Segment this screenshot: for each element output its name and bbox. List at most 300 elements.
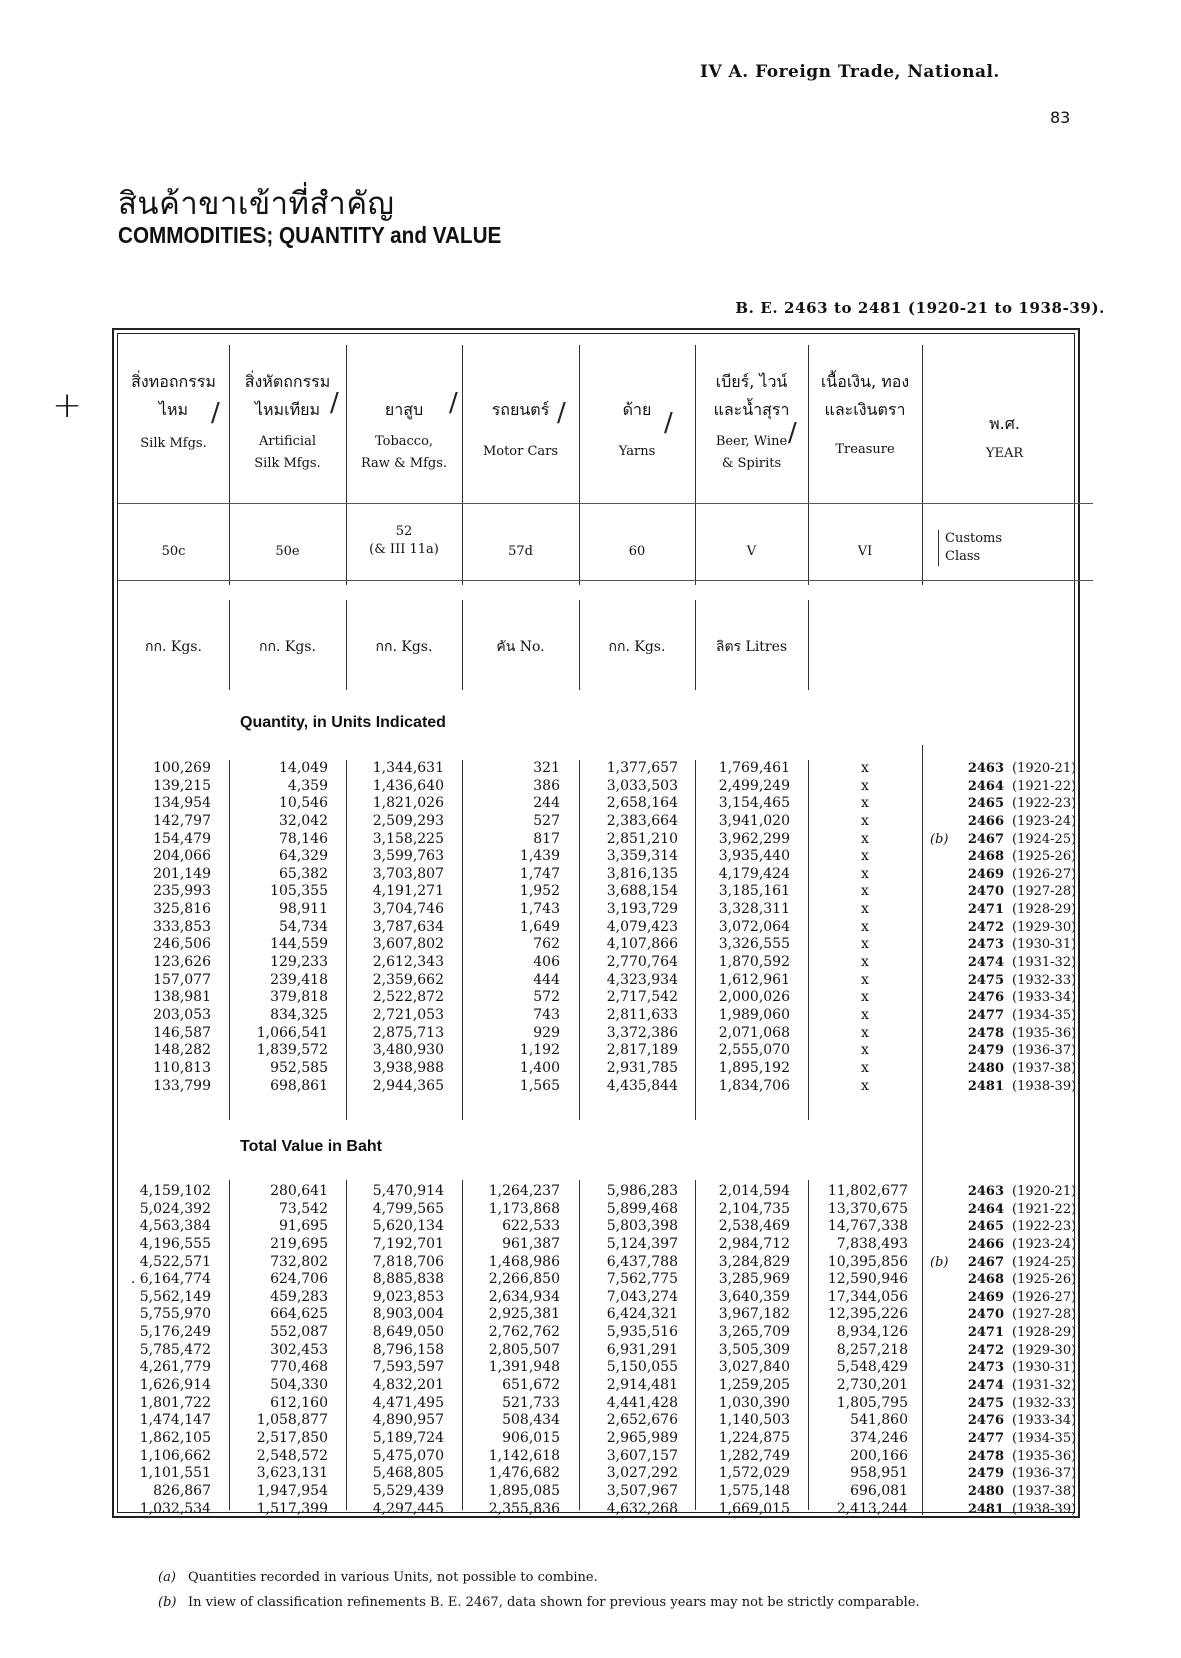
year-be: 2469: [967, 866, 1004, 882]
table-cell: x: [861, 901, 869, 918]
value-silk-column: [118, 1183, 211, 1518]
table-cell: 200,166: [850, 1447, 908, 1464]
table-cell: 4,196,555: [139, 1235, 211, 1252]
year-ce: (1930-31): [1012, 937, 1077, 953]
footnote-a-text: Quantities recorded in various Units, not possible to combine.: [188, 1570, 598, 1585]
year-ce: (1931-32): [1012, 955, 1077, 971]
table-cell: 958,951: [850, 1465, 908, 1482]
table-cell: 3,326,555: [718, 936, 790, 953]
header-silk-english: Silk Mfgs.: [140, 436, 207, 451]
table-cell: 1,612,961: [718, 971, 790, 988]
table-cell: 664,625: [270, 1306, 328, 1323]
table-cell: 78,146: [279, 830, 328, 847]
year-row: [932, 936, 1080, 954]
table-cell: 144,559: [270, 936, 328, 953]
year-be: 2474: [967, 955, 1004, 971]
year-be: 2474: [967, 1378, 1004, 1394]
table-cell: 2,851,210: [606, 830, 678, 847]
table-cell: 148,282: [153, 1042, 211, 1059]
table-cell: 817: [533, 830, 560, 847]
table-cell: 1,952: [519, 883, 560, 900]
table-cell: 2,811,633: [606, 1006, 678, 1023]
table-cell: 4,359: [287, 777, 328, 794]
table-cell: x: [861, 989, 869, 1006]
year-ce: (1929-30): [1012, 919, 1077, 935]
year-row: [932, 1412, 1080, 1430]
table-cell: 1,517,399: [256, 1500, 328, 1517]
year-row: [932, 1483, 1080, 1501]
header-tobacco-english-1: Tobacco,: [374, 434, 434, 449]
year-be: 2479: [967, 1043, 1004, 1059]
table-cell: 157,077: [153, 971, 211, 988]
table-cell: 508,434: [502, 1412, 560, 1429]
table-cell: 6,931,291: [606, 1341, 678, 1358]
year-be: 2476: [967, 1413, 1004, 1429]
table-cell: 1,870,592: [718, 954, 790, 971]
table-cell: 622,533: [502, 1218, 560, 1235]
table-cell: 321: [533, 760, 560, 776]
table-cell: 732,802: [270, 1253, 328, 1270]
table-cell: x: [861, 848, 869, 865]
table-cell: 572: [533, 989, 560, 1006]
table-cell: 2,104,735: [718, 1200, 790, 1217]
header-year-english: YEAR: [985, 446, 1024, 461]
table-cell: 5,529,439: [372, 1482, 444, 1499]
year-row: [932, 1395, 1080, 1413]
table-cell: 2,359,662: [372, 971, 444, 988]
year-row: [932, 1025, 1080, 1043]
year-row: [932, 1042, 1080, 1060]
year-ce: (1930-31): [1012, 1360, 1077, 1376]
table-cell: x: [861, 830, 869, 847]
year-be: 2473: [967, 937, 1004, 953]
table-cell: 2,658,164: [606, 795, 678, 812]
footnote-a-label: (a): [158, 1570, 176, 1585]
tick-mark: /: [330, 388, 339, 418]
year-row: [932, 1342, 1080, 1360]
table-cell: 1,821,026: [372, 795, 444, 812]
table-cell: x: [861, 1024, 869, 1041]
table-cell: 5,468,805: [372, 1465, 444, 1482]
table-cell: 5,150,055: [606, 1359, 678, 1376]
year-ce: (1925-26): [1012, 849, 1077, 865]
header-artificial-silk-thai-1: สิ่งหัตถกรรม: [244, 372, 331, 391]
table-cell: 1,032,534: [139, 1500, 211, 1517]
table-cell: 3,623,131: [256, 1465, 328, 1482]
footnote-b-text: In view of classification refinements B. E. 2467, data shown for previous years may not be strictly comparable.: [188, 1595, 920, 1610]
year-ce: (1927-28): [1012, 1307, 1077, 1323]
table-cell: 374,246: [850, 1429, 908, 1446]
table-cell: 3,158,225: [372, 830, 444, 847]
table-cell: 3,599,763: [372, 848, 444, 865]
year-ce: (1936-37): [1012, 1466, 1077, 1482]
footnotes: [158, 1565, 920, 1615]
year-row: [932, 1183, 1080, 1201]
table-cell: 1,259,205: [718, 1377, 790, 1394]
table-cell: 1,669,015: [718, 1500, 790, 1517]
table-cell: 2,770,764: [606, 954, 678, 971]
table-cell: 5,620,134: [372, 1218, 444, 1235]
year-be: 2477: [967, 1007, 1004, 1023]
table-cell: 302,453: [270, 1341, 328, 1358]
year-be: 2480: [967, 1060, 1004, 1076]
margin-mark: +: [52, 385, 83, 426]
year-ce: (1932-33): [1012, 972, 1077, 988]
year-be: 2473: [967, 1360, 1004, 1376]
table-cell: 2,965,989: [606, 1429, 678, 1446]
year-be: 2479: [967, 1466, 1004, 1482]
year-row: [932, 1201, 1080, 1219]
year-row: [932, 989, 1080, 1007]
table-cell: 1,106,662: [139, 1447, 211, 1464]
table-cell: 1,066,541: [256, 1024, 328, 1041]
table-cell: 204,066: [153, 848, 211, 865]
year-ce: (1934-35): [1012, 1430, 1077, 1446]
table-cell: 3,967,182: [718, 1306, 790, 1323]
table-cell: 651,672: [502, 1377, 560, 1394]
value-year-column: [932, 1183, 1080, 1518]
table-cell: 2,612,343: [372, 954, 444, 971]
table-cell: 2,071,068: [718, 1024, 790, 1041]
table-cell: 7,818,706: [372, 1253, 444, 1270]
year-row: [932, 1377, 1080, 1395]
table-cell: x: [861, 971, 869, 988]
class-treasure: VI: [857, 544, 873, 559]
header-yarns-english: Yarns: [618, 444, 656, 459]
title-thai: สินค้าขาเข้าที่สำคัญ: [118, 186, 395, 222]
table-cell: 3,688,154: [606, 883, 678, 900]
table-cell: 3,938,988: [372, 1059, 444, 1076]
table-cell: 3,027,840: [718, 1359, 790, 1376]
table-cell: 2,000,026: [718, 989, 790, 1006]
year-be: 2478: [967, 1025, 1004, 1041]
header-artificial-silk-english-2: Silk Mfgs.: [254, 456, 321, 471]
table-cell: 5,124,397: [606, 1235, 678, 1252]
table-cell: 834,325: [270, 1006, 328, 1023]
header-beer-english-1: Beer, Wine: [715, 434, 788, 449]
table-cell: 1,030,390: [718, 1394, 790, 1411]
table-cell: 952,585: [270, 1059, 328, 1076]
table-cell: 244: [533, 795, 560, 812]
table-cell: 3,193,729: [606, 901, 678, 918]
table-cell: 1,140,503: [718, 1412, 790, 1429]
class-beer: V: [746, 544, 757, 559]
header-treasure-english: Treasure: [835, 442, 895, 457]
table-cell: 32,042: [279, 812, 328, 829]
year-ce: (1931-32): [1012, 1378, 1077, 1394]
header-beer-thai-2: และน้ำสุรา: [713, 400, 790, 419]
table-cell: 5,024,392: [139, 1200, 211, 1217]
table-cell: 142,797: [153, 812, 211, 829]
year-ce: (1923-24): [1012, 813, 1077, 829]
table-cell: 1,476,682: [488, 1465, 560, 1482]
year-be: 2475: [967, 1395, 1004, 1411]
table-cell: x: [861, 1077, 869, 1094]
table-cell: x: [861, 936, 869, 953]
table-cell: 8,257,218: [836, 1341, 908, 1358]
table-cell: 612,160: [270, 1394, 328, 1411]
table-cell: 2,805,507: [488, 1341, 560, 1358]
table-cell: 2,509,293: [372, 812, 444, 829]
table-cell: 1,474,147: [139, 1412, 211, 1429]
table-cell: 3,328,311: [718, 901, 790, 918]
table-cell: 6,424,321: [606, 1306, 678, 1323]
table-cell: 134,954: [153, 795, 211, 812]
table-cell: 1,282,749: [718, 1447, 790, 1464]
table-cell: 541,860: [850, 1412, 908, 1429]
tick-mark: /: [211, 398, 220, 428]
table-cell: 1,142,618: [488, 1447, 560, 1464]
year-ce: (1920-21): [1012, 1184, 1077, 1199]
year-row: [932, 919, 1080, 937]
table-cell: 2,266,850: [488, 1271, 560, 1288]
header-tobacco-english-2: Raw & Mfgs.: [360, 456, 448, 471]
table-cell: x: [861, 1006, 869, 1023]
table-cell: x: [861, 883, 869, 900]
table-cell: 770,468: [270, 1359, 328, 1376]
table-cell: 3,935,440: [718, 848, 790, 865]
year-be: 2478: [967, 1448, 1004, 1464]
table-cell: 2,925,381: [488, 1306, 560, 1323]
tick-mark: /: [664, 408, 673, 438]
table-cell: 1,947,954: [256, 1482, 328, 1499]
table-cell: 4,323,934: [606, 971, 678, 988]
table-cell: 1,377,657: [606, 760, 678, 776]
class-year-label: Customs Class: [938, 530, 1002, 566]
table-cell: 906,015: [502, 1429, 560, 1446]
year-ce: (1922-23): [1012, 1219, 1077, 1235]
table-cell: 2,014,594: [718, 1183, 790, 1199]
table-cell: 929: [533, 1024, 560, 1041]
table-cell: 521,733: [502, 1394, 560, 1411]
table-cell: 146,587: [153, 1024, 211, 1041]
table-cell: 12,395,226: [827, 1306, 908, 1323]
year-be: 2472: [967, 919, 1004, 935]
table-cell: 552,087: [270, 1324, 328, 1341]
table-cell: 1,436,640: [372, 777, 444, 794]
class-tobacco: 52 (& III 11a): [369, 524, 439, 557]
table-cell: 1,743: [519, 901, 560, 918]
year-row: [932, 1254, 1080, 1272]
year-ce: (1922-23): [1012, 796, 1077, 812]
table-cell: 54,734: [279, 918, 328, 935]
table-cell: 3,033,503: [606, 777, 678, 794]
table-cell: x: [861, 1059, 869, 1076]
header-artificial-silk-english-1: Artificial: [258, 434, 316, 449]
value-section-title: Total Value in Baht: [240, 1138, 382, 1155]
table-cell: 2,762,762: [488, 1324, 560, 1341]
table-cell: 5,548,429: [836, 1359, 908, 1376]
title-english: COMMODITIES; QUANTITY and VALUE: [118, 222, 502, 248]
table-cell: 3,607,157: [606, 1447, 678, 1464]
table-cell: 4,522,571: [139, 1253, 211, 1270]
year-be: 2475: [967, 972, 1004, 988]
table-cell: 2,717,542: [606, 989, 678, 1006]
table-cell: 698,861: [270, 1077, 328, 1094]
table-cell: 2,522,872: [372, 989, 444, 1006]
quantity-tobacco-column: [346, 760, 444, 1095]
table-cell: 3,507,967: [606, 1482, 678, 1499]
header-tobacco: [346, 396, 462, 474]
table-cell: x: [861, 918, 869, 935]
year-be: 2466: [967, 1236, 1004, 1252]
table-cell: 4,471,495: [372, 1394, 444, 1411]
year-be: 2467: [967, 1254, 1004, 1270]
unit-silk: กก. Kgs.: [145, 639, 202, 655]
year-ce: (1933-34): [1012, 1413, 1077, 1429]
table-cell: 2,499,249: [718, 777, 790, 794]
table-cell: 2,944,365: [372, 1077, 444, 1094]
table-cell: 10,395,856: [827, 1253, 908, 1270]
table-cell: 1,264,237: [488, 1183, 560, 1199]
header-year: [922, 410, 1087, 464]
header-silk-thai-2: ไหม: [158, 400, 189, 419]
year-row: [932, 1289, 1080, 1307]
unit-motor-cars: คัน No.: [496, 639, 545, 655]
table-cell: 123,626: [153, 954, 211, 971]
value-treasure-column: [808, 1183, 908, 1518]
header-motor-cars-english: Motor Cars: [482, 444, 559, 459]
table-cell: 98,911: [279, 901, 328, 918]
table-cell: 1,192: [519, 1042, 560, 1059]
table-cell: 1,575,148: [718, 1482, 790, 1499]
year-note: (b): [930, 831, 949, 847]
table-cell: 1,173,868: [488, 1200, 560, 1217]
table-cell: 5,189,724: [372, 1429, 444, 1446]
table-cell: 12,590,946: [827, 1271, 908, 1288]
table-cell: 7,043,274: [606, 1288, 678, 1305]
table-cell: 4,563,384: [139, 1218, 211, 1235]
year-ce: (1936-37): [1012, 1043, 1077, 1059]
quantity-beer-column: [695, 760, 790, 1095]
year-be: 2470: [967, 884, 1004, 900]
table-cell: 4,079,423: [606, 918, 678, 935]
table-cell: 1,839,572: [256, 1042, 328, 1059]
table-cell: 9,023,853: [372, 1288, 444, 1305]
value-yarns-column: [579, 1183, 678, 1518]
table-cell: 110,813: [153, 1059, 211, 1076]
table-cell: 2,413,244: [836, 1500, 908, 1517]
table-cell: 1,805,795: [836, 1394, 908, 1411]
header-yarns: [579, 396, 695, 462]
header-beer-english-2: & Spirits: [721, 456, 782, 471]
year-row: [932, 795, 1080, 813]
table-cell: 459,283: [270, 1288, 328, 1305]
table-cell: 379,818: [270, 989, 328, 1006]
year-be: 2472: [967, 1342, 1004, 1358]
table-cell: 4,832,201: [372, 1377, 444, 1394]
year-be: 2480: [967, 1483, 1004, 1499]
table-cell: 7,593,597: [372, 1359, 444, 1376]
table-cell: 1,649: [519, 918, 560, 935]
table-cell: 7,192,701: [372, 1235, 444, 1252]
year-ce: (1938-39): [1012, 1078, 1077, 1094]
table-cell: 2,817,189: [606, 1042, 678, 1059]
table-cell: 1,895,192: [718, 1059, 790, 1076]
table-cell: 1,572,029: [718, 1465, 790, 1482]
table-cell: 65,382: [279, 865, 328, 882]
table-cell: . 6,164,774: [130, 1271, 211, 1288]
year-be: 2476: [967, 990, 1004, 1006]
year-be: 2464: [967, 778, 1004, 794]
table-cell: 3,185,161: [718, 883, 790, 900]
year-note: (b): [930, 1254, 949, 1270]
table-cell: 139,215: [153, 777, 211, 794]
table-cell: 4,441,428: [606, 1394, 678, 1411]
table-cell: x: [861, 795, 869, 812]
year-row: [932, 1306, 1080, 1324]
table-cell: 4,159,102: [139, 1183, 211, 1199]
table-cell: 5,562,149: [139, 1288, 211, 1305]
table-cell: 239,418: [270, 971, 328, 988]
table-cell: 13,370,675: [827, 1200, 908, 1217]
year-be: 2466: [967, 813, 1004, 829]
table-cell: 1,101,551: [139, 1465, 211, 1482]
year-row: [932, 1236, 1080, 1254]
table-cell: 2,875,713: [372, 1024, 444, 1041]
table-cell: 11,802,677: [827, 1183, 908, 1199]
year-be: 2465: [967, 796, 1004, 812]
year-row: [932, 1078, 1080, 1096]
year-ce: (1932-33): [1012, 1395, 1077, 1411]
table-cell: 1,468,986: [488, 1253, 560, 1270]
header-yarns-thai: ด้าย: [622, 400, 652, 419]
year-row: [932, 848, 1080, 866]
class-motor-cars: 57d: [508, 544, 533, 559]
year-ce: (1934-35): [1012, 1007, 1077, 1023]
table-cell: 826,867: [153, 1482, 211, 1499]
table-cell: 91,695: [279, 1218, 328, 1235]
year-row: [932, 778, 1080, 796]
table-cell: 1,439: [519, 848, 560, 865]
table-cell: 2,517,850: [256, 1429, 328, 1446]
table-cell: 2,652,676: [606, 1412, 678, 1429]
year-row: [932, 760, 1080, 778]
table-cell: 1,769,461: [718, 760, 790, 776]
header-rule: [118, 580, 1093, 581]
year-ce: (1923-24): [1012, 1236, 1077, 1252]
table-cell: 4,297,445: [372, 1500, 444, 1517]
year-be: 2468: [967, 1272, 1004, 1288]
year-row: [932, 901, 1080, 919]
year-be: 2463: [967, 1184, 1004, 1199]
table-cell: 8,934,126: [836, 1324, 908, 1341]
value-motor-cars-column: [462, 1183, 560, 1518]
table-cell: 3,285,969: [718, 1271, 790, 1288]
tick-mark: /: [449, 388, 458, 418]
year-row: [932, 1430, 1080, 1448]
year-row: [932, 1007, 1080, 1025]
header-artificial-silk-thai-2: ไหมเทียม: [254, 400, 321, 419]
year-be: 2465: [967, 1219, 1004, 1235]
quantity-year-column: [932, 760, 1080, 1095]
table-cell: 133,799: [153, 1077, 211, 1094]
class-yarns: 60: [628, 544, 646, 559]
header-silk-thai-1: สิ่งทอถกรรม: [131, 372, 216, 391]
table-cell: 1,895,085: [488, 1482, 560, 1499]
header-tobacco-thai: ยาสูบ: [384, 400, 424, 419]
header-artificial-silk: [229, 368, 346, 474]
table-cell: 5,470,914: [372, 1183, 444, 1199]
quantity-section-title: Quantity, in Units Indicated: [240, 714, 446, 731]
table-cell: 386: [533, 777, 560, 794]
quantity-artificial-silk-column: [229, 760, 328, 1095]
class-silk: 50c: [161, 544, 186, 559]
table-cell: 1,626,914: [139, 1377, 211, 1394]
year-row: [932, 1060, 1080, 1078]
table-cell: 961,387: [502, 1235, 560, 1252]
table-cell: x: [861, 865, 869, 882]
